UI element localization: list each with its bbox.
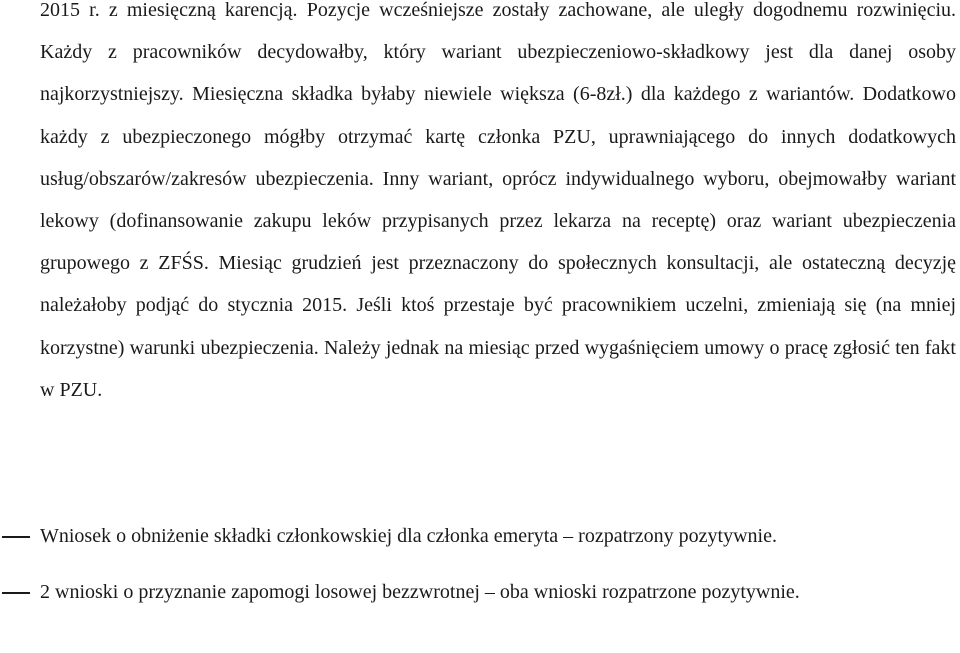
- body-paragraph: 2015 r. z miesięczną karencją. Pozycje wcześniejsze zostały zachowane, ale uległy dogodnemu rozwinięciu. Każdy z pracowników decydowałby, który wariant ubezpieczeniowo-składkowy jest dla danej osoby najkorzystniejszy. Miesięczna składka byłaby niewiele większa (6-8zł.) dla każdego z wariantów. Dodatkowo każdy z ubezpieczonego mógłby otrzymać kartę członka PZU, uprawniającego do innych dodatkowych usług/obszarów/zakresów ubezpieczenia. Inny wariant, oprócz indywidualnego wyboru, obejmowałby wariant lekowy (dofinansowanie zakupu leków przypisanych przez lekarza na receptę) oraz wariant ubezpieczenia grupowego z ZFŚS. Miesiąc grudzień jest przeznaczony do społecznych konsultacji, ale ostateczną decyzję należałoby podjąć do stycznia 2015. Jeśli ktoś przestaje być pracownikiem uczelni, zmieniają się (na mniej korzystne) warunki ubezpieczenia. Należy jednak na miesiąc przed wygaśnięciem umowy o pracę zgłosić ten fakt w PZU.: [40, 0, 956, 401]
- list-item: [40, 571, 956, 613]
- dash-bullet-icon: [2, 592, 30, 594]
- bullet-list: [40, 515, 956, 627]
- list-item-text: Wniosek o obniżenie składki członkowskiej dla członka emeryta – rozpatrzony pozytywnie.: [40, 525, 777, 547]
- list-item-text: 2 wnioski o przyznanie zapomogi losowej bezzwrotnej – oba wnioski rozpatrzone pozytywnie.: [40, 581, 800, 603]
- dash-bullet-icon: [2, 536, 30, 538]
- list-item: [40, 515, 956, 557]
- document-page: [40, 0, 956, 603]
